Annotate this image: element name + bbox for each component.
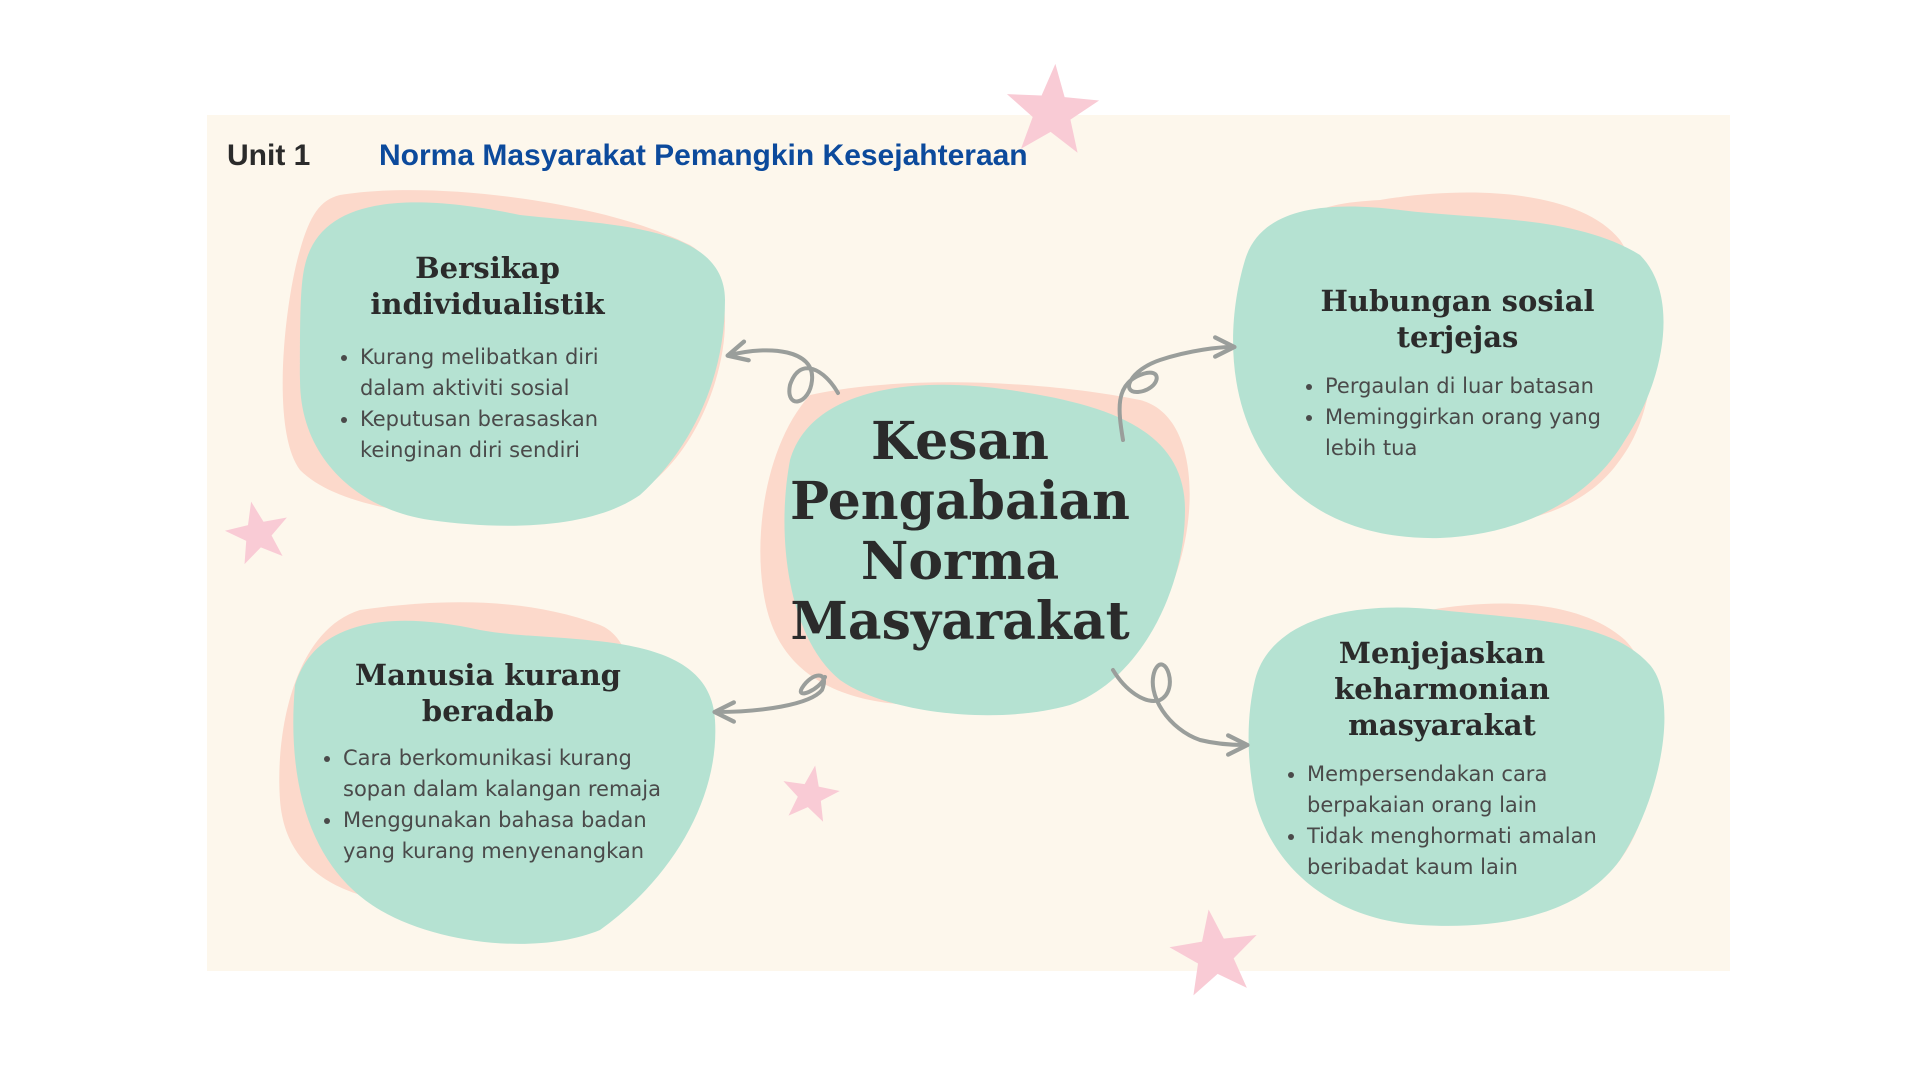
node-points	[335, 342, 640, 466]
node-title: Bersikap individualistik	[370, 251, 605, 321]
node-point: • Cara berkomunikasi kurang sopan dalam kalangan remaja	[343, 743, 688, 805]
node-title: Manusia kurang beradab	[355, 658, 621, 728]
node-point: • Meminggirkan orang yang lebih tua	[1325, 402, 1625, 464]
node-harmony	[1282, 635, 1642, 883]
arrow-to-bottom-left	[717, 676, 825, 713]
node-social-relations	[1300, 283, 1625, 464]
node-points	[1300, 371, 1625, 464]
arrow-to-bottom-right	[1113, 664, 1245, 745]
node-title: Hubungan sosial terjejas	[1320, 284, 1595, 354]
slide-title: Norma Masyarakat Pemangkin Kesejahteraan	[379, 139, 1028, 172]
star-decoration-icon	[778, 761, 844, 824]
node-point: • Pergaulan di luar batasan	[1325, 371, 1625, 402]
star-decoration-icon	[220, 495, 294, 567]
node-point: • Menggunakan bahasa badan yang kurang menyenangkan	[343, 805, 688, 867]
node-title: Menjejaskan keharmonian masyarakat	[1334, 636, 1550, 742]
node-individualistic	[335, 250, 640, 466]
node-point: • Keputusan berasaskan keinginan diri sendiri	[360, 404, 640, 466]
node-points	[318, 743, 688, 867]
node-points	[1282, 759, 1642, 883]
node-point: • Kurang melibatkan diri dalam aktiviti sosial	[360, 342, 640, 404]
node-uncivilized	[318, 657, 688, 867]
unit-label: Unit 1	[227, 139, 311, 172]
star-decoration-icon	[1165, 903, 1264, 997]
node-point: • Tidak menghormati amalan beribadat kaum lain	[1307, 821, 1642, 883]
node-point: • Mempersendakan cara berpakaian orang lain	[1307, 759, 1642, 821]
center-title: Kesan Pengabaian Norma Masyarakat	[790, 411, 1130, 652]
